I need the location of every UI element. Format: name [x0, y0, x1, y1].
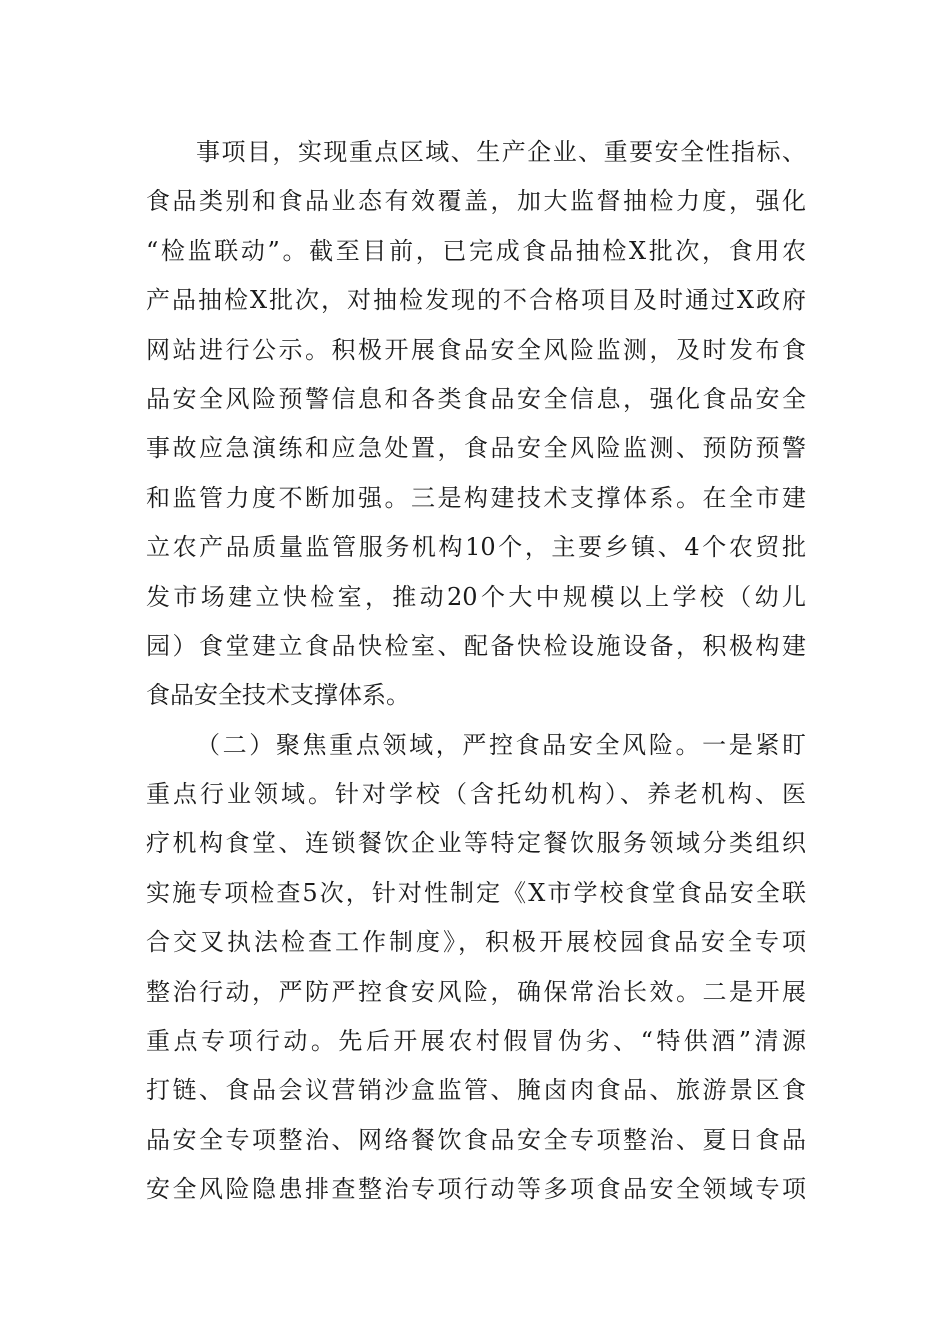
text-line: 重点专项行动。先后开展农村假冒伪劣、“特供酒”清源	[146, 1027, 806, 1056]
text-line: 打链、食品会议营销沙盒监管、腌卤肉食品、旅游景区食	[146, 1076, 806, 1105]
text-line: 重点行业领域。针对学校（含托幼机构）、养老机构、医	[146, 780, 806, 809]
text-line: 园）食堂建立食品快检室、配备快检设施设备，积极构建	[146, 631, 806, 660]
text-line: 产品抽检X批次，对抽检发现的不合格项目及时通过X政府	[146, 286, 806, 315]
text-line: 品安全专项整治、网络餐饮食品安全专项整治、夏日食品	[146, 1125, 806, 1154]
text-line: 合交叉执法检查工作制度》，积极开展校园食品安全专项	[146, 928, 806, 957]
text-line: 网站进行公示。积极开展食品安全风险监测，及时发布食	[146, 335, 806, 364]
text-line: “检监联动”。截至目前，已完成食品抽检X批次，食用农	[146, 236, 806, 265]
text-line: 和监管力度不断加强。三是构建技术支撑体系。在全市建	[146, 483, 806, 512]
text-line: （二）聚焦重点领域，严控食品安全风险。一是紧盯	[196, 730, 806, 759]
text-line: 食品安全技术支撑体系。	[146, 681, 410, 710]
body-text	[146, 128, 806, 1215]
text-line: 实施专项检查5次，针对性制定《X市学校食堂食品安全联	[146, 878, 806, 907]
text-line: 品安全风险预警信息和各类食品安全信息，强化食品安全	[146, 384, 806, 413]
text-line: 发市场建立快检室，推动20个大中规模以上学校（幼儿	[146, 582, 806, 611]
text-line: 事项目，实现重点区域、生产企业、重要安全性指标、	[196, 138, 806, 166]
text-line: 食品类别和食品业态有效覆盖，加大监督抽检力度，强化	[146, 187, 806, 216]
text-line: 整治行动，严防严控食安风险，确保常治长效。二是开展	[146, 977, 806, 1006]
text-line: 安全风险隐患排查整治专项行动等多项食品安全领域专项	[146, 1175, 806, 1204]
text-line: 疗机构食堂、连锁餐饮企业等特定餐饮服务领域分类组织	[146, 829, 806, 858]
text-line: 事故应急演练和应急处置，食品安全风险监测、预防预警	[146, 434, 806, 463]
text-line: 立农产品质量监管服务机构10个，主要乡镇、4个农贸批	[146, 533, 806, 562]
